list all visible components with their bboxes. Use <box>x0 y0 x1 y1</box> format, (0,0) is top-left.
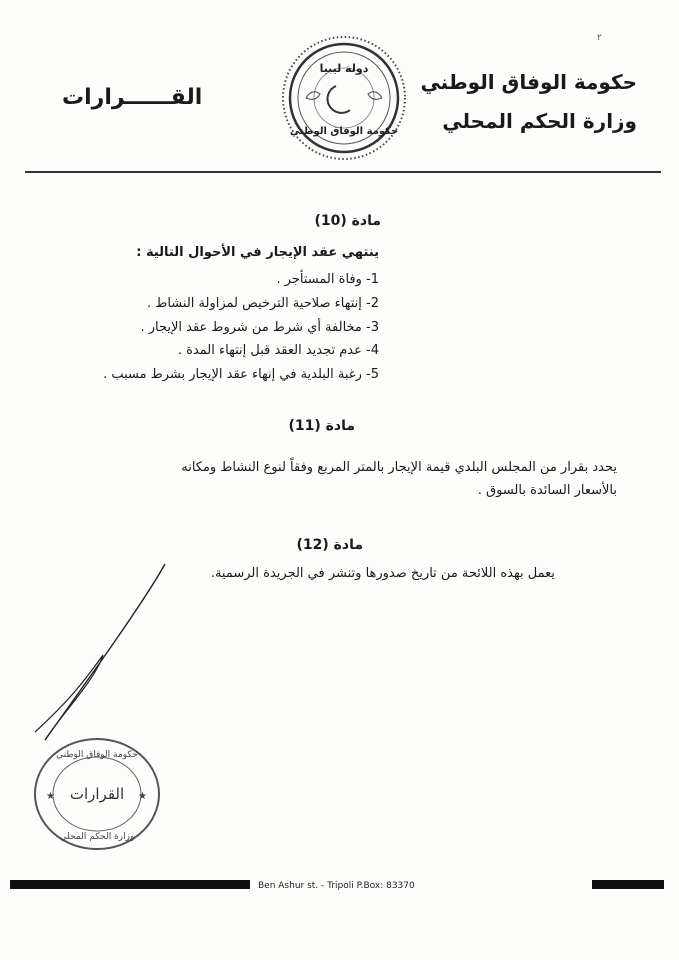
page-mark: ٢ <box>597 33 602 43</box>
signature-icon <box>25 560 205 745</box>
article-10-intro: ينتهي عقد الإيجار في الأحوال التالية : <box>136 245 379 260</box>
article-10-item: 5- رغبة البلدية في إنهاء عقد الإيجار بشرط مسبب . <box>103 367 379 382</box>
svg-text:دولة ليبيا: دولة ليبيا <box>319 62 369 75</box>
government-title: حكومة الوفاق الوطني <box>420 70 637 94</box>
svg-text:القرارات: القرارات <box>69 785 125 803</box>
footer-bar-right <box>592 880 664 889</box>
footer-address: Ben Ashur st. - Tripoli P.Box: 83370 <box>258 881 415 891</box>
decisions-seal-icon <box>32 735 162 853</box>
official-seal-icon <box>280 34 408 162</box>
article-10-item: 1- وفاة المستأجر . <box>276 272 379 287</box>
svg-text:وزارة الحكم المحلي: وزارة الحكم المحلي <box>59 832 135 842</box>
decisions-title: القــــــرارات <box>62 85 203 110</box>
ministry-title: وزارة الحكم المحلي <box>442 109 637 133</box>
article-11-heading: مادة (11) <box>288 418 355 434</box>
article-12-text: يعمل بهذه اللائحة من تاريخ صدورها وتنشر في الجريدة الرسمية. <box>210 566 555 581</box>
article-10-item: 4- عدم تجديد العقد قبل إنتهاء المدة . <box>177 343 379 358</box>
article-11-text: بالأسعار السائدة بالسوق . <box>477 483 617 498</box>
svg-text:★: ★ <box>46 791 55 802</box>
article-10-heading: مادة (10) <box>314 213 381 229</box>
article-12-heading: مادة (12) <box>296 537 363 553</box>
article-10-item: 3- مخالفة أي شرط من شروط عقد الإيجار . <box>140 320 379 335</box>
article-10-item: 2- إنتهاء صلاحية الترخيص لمزاولة النشاط . <box>147 296 379 311</box>
article-11-text: يحدد بقرار من المجلس البلدي قيمة الإيجار بالمتر المربع وفقاً لنوع النشاط ومكانه <box>181 460 617 475</box>
svg-text:★: ★ <box>138 791 147 802</box>
footer-bar-left <box>10 880 250 889</box>
svg-text:حكومة الوفاق الوطني: حكومة الوفاق الوطني <box>56 750 138 760</box>
header-divider <box>25 171 661 173</box>
svg-text:حكومة الوفاق الوطني: حكومة الوفاق الوطني <box>289 126 399 137</box>
